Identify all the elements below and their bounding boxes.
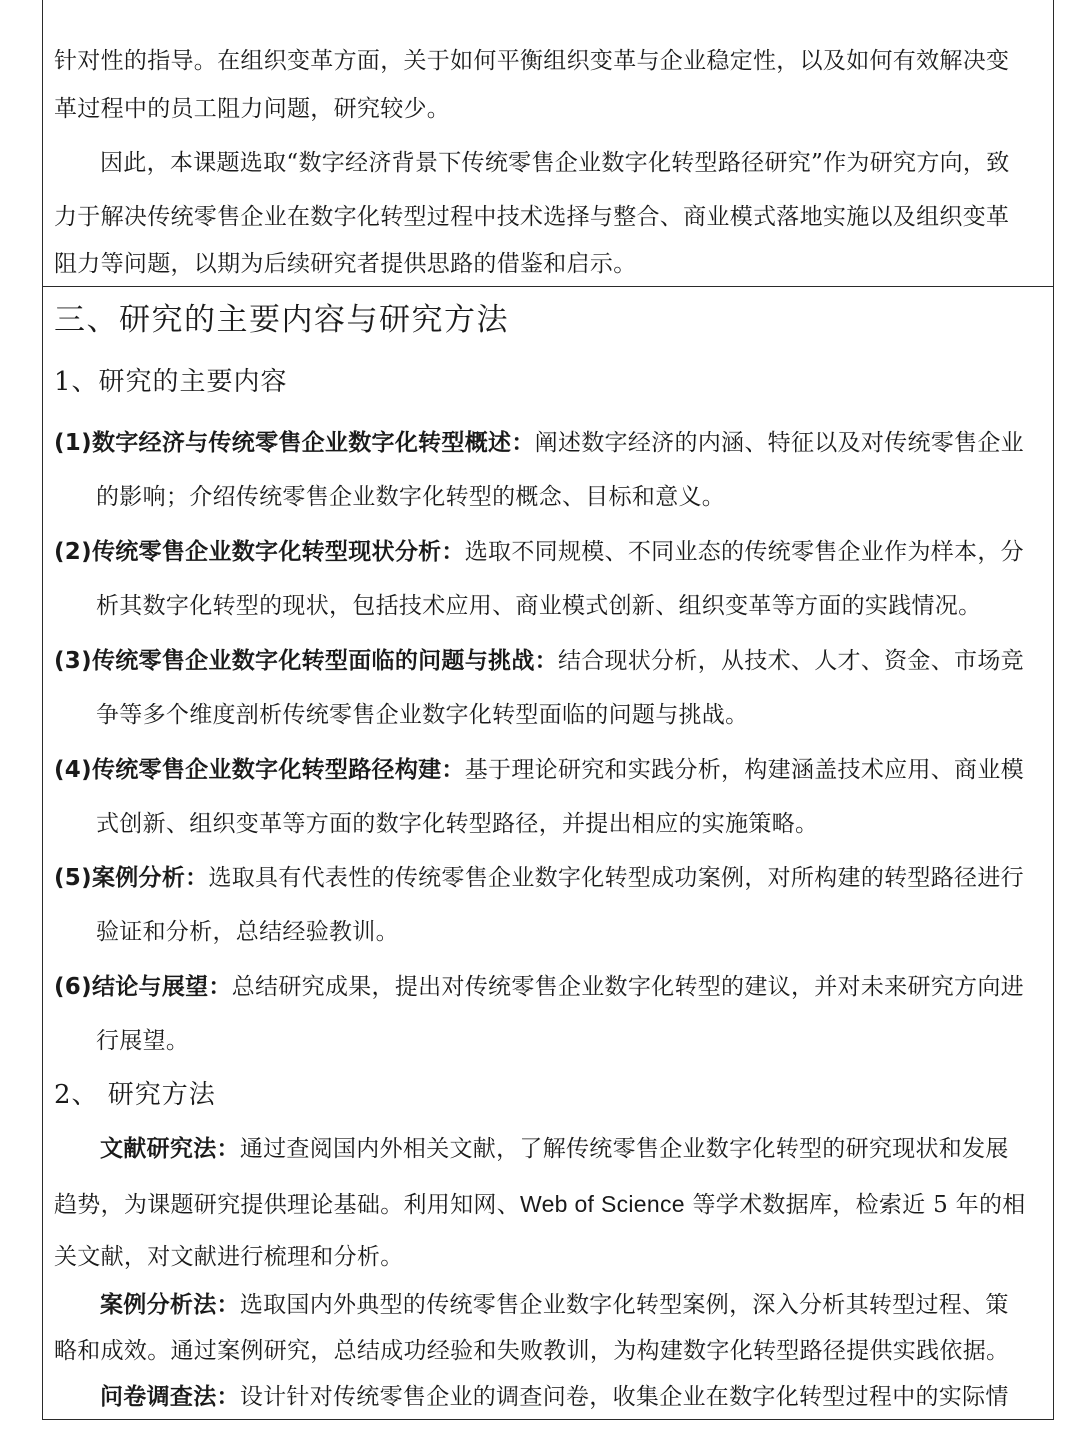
content-item: [54, 646, 1044, 676]
method-text: [54, 1189, 1044, 1220]
item-label: 传统零售企业数字化转型路径构建：: [91, 756, 465, 783]
method-label: 文献研究法：: [100, 1135, 240, 1162]
item-label: 案例分析：: [91, 864, 209, 891]
content-item: [54, 428, 1044, 458]
method-text: 设计针对传统零售企业的调查问卷，收集企业在数字化转型过程中的实际情: [239, 1384, 1009, 1410]
item-number: (3): [54, 648, 92, 674]
content-item: [54, 972, 1044, 1002]
content-item: [54, 755, 1044, 785]
method-label: 案例分析法：: [100, 1291, 240, 1318]
method-paragraph: [100, 1134, 1080, 1164]
item-number: (1): [54, 430, 92, 456]
item-text: 选取具有代表性的传统零售企业数字化转型成功案例，对所构建的转型路径进行: [208, 865, 1024, 891]
item-text: 总结研究成果，提出对传统零售企业数字化转型的建议，并对未来研究方向进: [231, 974, 1024, 1000]
item-label: 传统零售企业数字化转型现状分析：: [91, 538, 465, 565]
intro-line: 针对性的指导。在组织变革方面，关于如何平衡组织变革与企业稳定性，以及如何有效解决变: [54, 48, 1010, 74]
item-text: 验证和分析，总结经验教训。: [96, 919, 399, 945]
item-number: (6): [54, 974, 92, 1000]
method-text: 选取国内外典型的传统零售企业数字化转型案例，深入分析其转型过程、策: [239, 1292, 1009, 1318]
item-text: 选取不同规模、不同业态的传统零售企业作为样本，分: [464, 539, 1024, 565]
item-number: (4): [54, 757, 92, 783]
intro-line: 革过程中的员工阻力问题，研究较少。: [54, 96, 451, 122]
method-text: 通过查阅国内外相关文献，了解传统零售企业数字化转型的研究现状和发展: [239, 1136, 1009, 1162]
method-label: 问卷调查法：: [100, 1383, 240, 1410]
intro-line: 力于解决传统零售企业在数字化转型过程中技术选择与整合、商业模式落地实施以及组织变革: [54, 204, 1010, 230]
content-item: [54, 863, 1044, 893]
item-text: 阐述数字经济的内涵、特征以及对传统零售企业: [534, 430, 1024, 456]
database-name: Web of Science: [520, 1191, 685, 1217]
section-divider: [43, 286, 1053, 287]
item-label: 数字经济与传统零售企业数字化转型概述：: [91, 429, 535, 456]
item-number: (2): [54, 539, 92, 565]
method-text: 关文献，对文献进行梳理和分析。: [54, 1244, 404, 1270]
item-text: 基于理论研究和实践分析，构建涵盖技术应用、商业模: [464, 757, 1024, 783]
intro-line: 阻力等问题，以期为后续研究者提供思路的借鉴和启示。: [54, 251, 637, 277]
content-item: [54, 537, 1044, 567]
item-number: (5): [54, 865, 92, 891]
section-title: 三、研究的主要内容与研究方法: [54, 302, 509, 338]
method-text-part: 趋势，为课题研究提供理论基础。利用知网、: [54, 1192, 520, 1218]
item-text: 式创新、组织变革等方面的数字化转型路径，并提出相应的实施策略。: [96, 811, 819, 837]
intro-line: 因此，本课题选取“数字经济背景下传统零售企业数字化转型路径研究”作为研究方向，致: [100, 150, 1010, 176]
subsection-title: 1、研究的主要内容: [54, 367, 288, 397]
subsection-title: 2、 研究方法: [54, 1080, 216, 1110]
method-paragraph: [100, 1382, 1080, 1412]
method-text-part: 等学术数据库，检索近 5 年的相: [684, 1192, 1026, 1218]
item-text: 析其数字化转型的现状，包括技术应用、商业模式创新、组织变革等方面的实践情况。: [96, 593, 982, 619]
item-text: 行展望。: [96, 1028, 190, 1054]
item-label: 传统零售企业数字化转型面临的问题与挑战：: [91, 647, 558, 674]
method-paragraph: [100, 1290, 1080, 1320]
item-text: 结合现状分析，从技术、人才、资金、市场竞: [557, 648, 1024, 674]
item-label: 结论与展望：: [91, 973, 232, 1000]
method-text: 略和成效。通过案例研究，总结成功经验和失败教训，为构建数字化转型路径提供实践依据。: [54, 1338, 1010, 1364]
item-text: 争等多个维度剖析传统零售企业数字化转型面临的问题与挑战。: [96, 702, 749, 728]
item-text: 的影响；介绍传统零售企业数字化转型的概念、目标和意义。: [96, 484, 726, 510]
